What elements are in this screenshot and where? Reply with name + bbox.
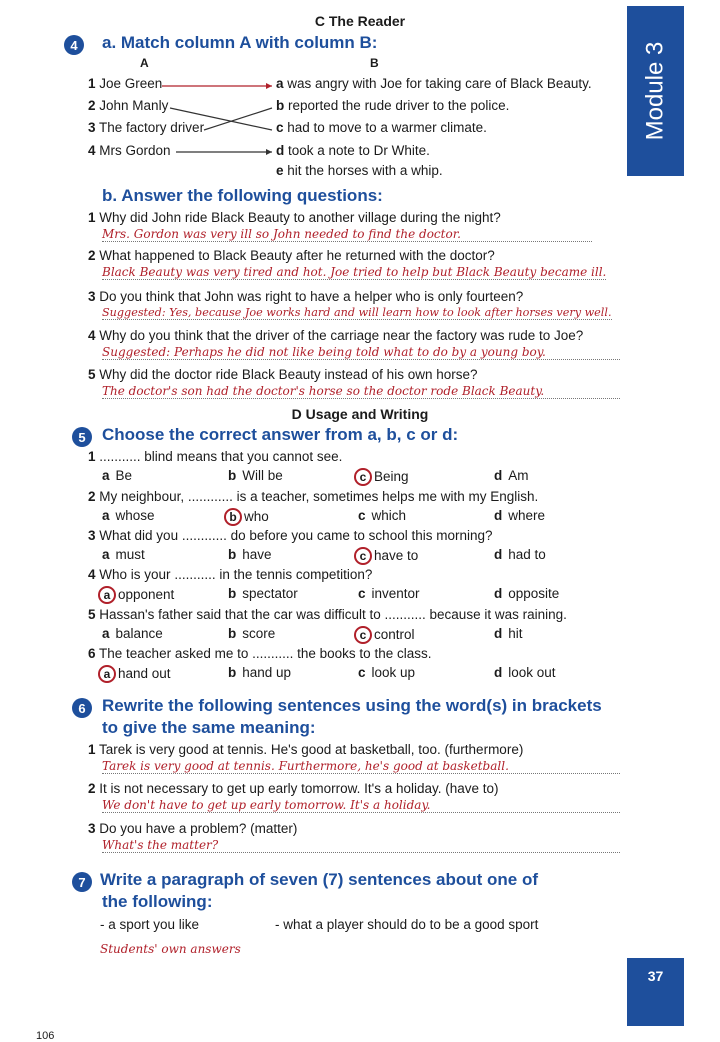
choice-6-option-a[interactable] (98, 665, 171, 683)
choice-5-option-d[interactable] (494, 626, 523, 641)
choice-question-3 (88, 528, 493, 543)
option-text: Being (374, 469, 409, 484)
option-letter: d (494, 665, 503, 680)
matching-lines (0, 0, 720, 200)
exercise-4-badge: 4 (64, 35, 84, 55)
choice-4-option-b[interactable] (228, 586, 298, 601)
question-5: 5 Why did the doctor ride Black Beauty instead of his own horse? (88, 367, 478, 382)
question-2: 2 What happened to Black Beauty after he returned with the doctor? (88, 248, 495, 263)
option-text: opposite (508, 586, 560, 601)
choice-1-option-b[interactable] (228, 468, 283, 483)
choice-blank: ........... (99, 449, 141, 464)
option-text: balance (115, 626, 163, 641)
match-b-item-c: c had to move to a warmer climate. (276, 120, 487, 135)
rewrite-answer-1: Tarek is very good at tennis. Furthermore, he's good at basketball. (102, 759, 620, 774)
exercise-5-heading: Choose the correct answer from a, b, c or d: (102, 425, 459, 444)
choice-question-text: Hassan's father said that the car was difficult to (99, 607, 385, 622)
match-line-3-b (204, 108, 272, 130)
match-b-item-e: e hit the horses with a whip. (276, 163, 443, 178)
section-d-title: D Usage and Writing (291, 406, 429, 422)
section-c-title: C The Reader (314, 13, 406, 29)
option-letter: d (494, 586, 503, 601)
option-text: which (371, 508, 407, 523)
choice-question-5 (88, 607, 567, 622)
match-arrow-4 (266, 149, 272, 155)
exercise-5-badge: 5 (72, 427, 92, 447)
choice-5-option-a[interactable] (102, 626, 163, 641)
option-text: who (244, 509, 269, 524)
choice-question-text: in the tennis competition? (215, 567, 373, 582)
module-tab-label: Module 3 (641, 41, 669, 141)
option-text: hand up (242, 665, 292, 680)
option-text: score (242, 626, 276, 641)
choice-4-option-a[interactable] (98, 586, 174, 604)
choice-2-option-b[interactable] (224, 508, 269, 526)
match-a-item-3: 3 The factory driver (88, 120, 205, 135)
option-letter: b (228, 586, 237, 601)
choice-question-text: the books to the class. (293, 646, 432, 661)
answer-3: Suggested: Yes, because Joe works hard and will learn how to look after horses very well. (102, 306, 612, 319)
question-3: 3 Do you think that John was right to have a helper who is only fourteen? (88, 289, 524, 304)
option-letter: d (494, 468, 503, 483)
option-text: hand out (118, 666, 171, 681)
match-a-item-1: 1 Joe Green (88, 76, 163, 91)
option-text: Be (115, 468, 133, 483)
choice-question-text: because it was raining. (425, 607, 567, 622)
choice-question-2 (88, 489, 538, 504)
choice-question-text: do before you came to school this morning? (226, 528, 493, 543)
choice-2-option-a[interactable] (102, 508, 155, 523)
choice-blank: ............ (181, 528, 227, 543)
selected-answer-circle: a (98, 665, 116, 683)
selected-answer-circle: c (354, 626, 372, 644)
choice-question-text: is a teacher, sometimes helps me with my English. (232, 489, 539, 504)
choice-question-number: 3 (88, 528, 96, 543)
choice-5-option-c[interactable] (354, 626, 415, 644)
option-text: look out (508, 665, 556, 680)
column-b-header: B (370, 56, 379, 70)
exercise-4b-heading: b. Answer the following questions: (102, 186, 383, 205)
match-b-item-a: a was angry with Joe for taking care of Black Beauty. (276, 76, 592, 91)
choice-6-option-d[interactable] (494, 665, 556, 680)
option-text: Am (508, 468, 529, 483)
exercise-6-heading-line1: Rewrite the following sentences using the word(s) in brackets (102, 696, 602, 715)
choice-question-number: 1 (88, 449, 96, 464)
rewrite-answer-3: What's the matter? (102, 838, 620, 853)
option-letter: a (102, 508, 110, 523)
option-letter: d (494, 626, 503, 641)
option-letter: d (494, 508, 503, 523)
choice-4-option-d[interactable] (494, 586, 559, 601)
choice-6-option-c[interactable] (358, 665, 415, 680)
choice-3-option-a[interactable] (102, 547, 145, 562)
choice-1-option-d[interactable] (494, 468, 529, 483)
option-text: had to (508, 547, 546, 562)
choice-blank: ........... (384, 607, 426, 622)
choice-3-option-c[interactable] (354, 547, 418, 565)
choice-question-4 (88, 567, 372, 582)
selected-answer-circle: a (98, 586, 116, 604)
rewrite-question-3: 3 Do you have a problem? (matter) (88, 821, 298, 836)
choice-2-option-d[interactable] (494, 508, 545, 523)
exercise-7-heading-line2: the following: (102, 892, 213, 911)
page-number-box (627, 958, 684, 1026)
choice-question-number: 6 (88, 646, 96, 661)
page-number: 37 (647, 968, 664, 984)
choice-5-option-b[interactable] (228, 626, 275, 641)
option-text: have to (374, 548, 419, 563)
choice-blank: ........... (252, 646, 294, 661)
option-text: whose (115, 508, 155, 523)
exercise-4a-heading: a. Match column A with column B: (102, 33, 378, 52)
choice-question-text: blind means that you cannot see. (140, 449, 343, 464)
option-text: opponent (118, 587, 175, 602)
match-line-2-c (170, 108, 272, 130)
option-letter: c (358, 665, 366, 680)
option-letter: c (358, 508, 366, 523)
exercise-6-badge: 6 (72, 698, 92, 718)
rewrite-question-1: 1 Tarek is very good at tennis. He's good at basketball, too. (furthermore) (88, 742, 524, 757)
option-text: hit (508, 626, 523, 641)
match-b-item-d: d took a note to Dr White. (276, 143, 430, 158)
paragraph-option-1: - a sport you like (100, 917, 200, 932)
choice-question-text: Who is your (99, 567, 175, 582)
option-text: must (115, 547, 145, 562)
option-letter: d (494, 547, 503, 562)
choice-question-1 (88, 449, 342, 464)
corner-page-number: 106 (36, 1030, 55, 1042)
choice-3-option-b[interactable] (228, 547, 272, 562)
selected-answer-circle: b (224, 508, 242, 526)
paragraph-answer: Students' own answers (100, 942, 241, 956)
option-letter: b (228, 626, 237, 641)
option-text: control (374, 627, 415, 642)
choice-2-option-c[interactable] (358, 508, 406, 523)
option-letter: b (228, 665, 237, 680)
exercise-7-badge: 7 (72, 872, 92, 892)
column-a-header: A (140, 56, 149, 70)
selected-answer-circle: c (354, 468, 372, 486)
choice-question-6 (88, 646, 431, 661)
choice-1-option-a[interactable] (102, 468, 132, 483)
question-1: 1 Why did John ride Black Beauty to another village during the night? (88, 210, 501, 225)
option-text: spectator (242, 586, 298, 601)
choice-question-text: What did you (99, 528, 182, 543)
answer-4: Suggested: Perhaps he did not like being told what to do by a young boy. (102, 345, 620, 360)
choice-1-option-c[interactable] (354, 468, 409, 486)
option-text: inventor (371, 586, 420, 601)
choice-blank: ............ (187, 489, 233, 504)
match-a-item-2: 2 John Manly (88, 98, 169, 113)
choice-6-option-b[interactable] (228, 665, 291, 680)
choice-question-number: 4 (88, 567, 96, 582)
answer-1: Mrs. Gordon was very ill so John needed to find the doctor. (102, 227, 592, 242)
option-text: Will be (242, 468, 283, 483)
match-b-item-b: b reported the rude driver to the police. (276, 98, 510, 113)
choice-question-number: 2 (88, 489, 96, 504)
choice-question-text: My neighbour, (99, 489, 188, 504)
choice-question-text: The teacher asked me to (99, 646, 253, 661)
rewrite-answer-2: We don't have to get up early tomorrow. It's a holiday. (102, 798, 620, 813)
option-letter: a (102, 468, 110, 483)
choice-question-number: 5 (88, 607, 96, 622)
choice-blank: ........... (174, 567, 216, 582)
option-letter: b (228, 547, 237, 562)
option-text: look up (371, 665, 416, 680)
option-letter: a (102, 547, 110, 562)
choice-3-option-d[interactable] (494, 547, 546, 562)
match-arrow-1 (266, 83, 272, 89)
rewrite-question-2: 2 It is not necessary to get up early tomorrow. It's a holiday. (have to) (88, 781, 499, 796)
option-letter: c (358, 586, 366, 601)
exercise-7-heading-line1: Write a paragraph of seven (7) sentences about one of (100, 870, 539, 889)
selected-answer-circle: c (354, 547, 372, 565)
option-text: have (242, 547, 272, 562)
exercise-6-heading-line2: to give the same meaning: (102, 718, 316, 737)
option-text: where (508, 508, 546, 523)
option-letter: a (102, 626, 110, 641)
question-4: 4 Why do you think that the driver of the carriage near the factory was rude to Joe? (88, 328, 584, 343)
option-letter: b (228, 468, 237, 483)
answer-2: Black Beauty was very tired and hot. Joe tried to help but Black Beauty became ill. (102, 265, 607, 279)
answer-5: The doctor's son had the doctor's horse so the doctor rode Black Beauty. (102, 384, 620, 399)
paragraph-option-2: - what a player should do to be a good sport (275, 917, 539, 932)
match-a-item-4: 4 Mrs Gordon (88, 143, 171, 158)
choice-4-option-c[interactable] (358, 586, 420, 601)
